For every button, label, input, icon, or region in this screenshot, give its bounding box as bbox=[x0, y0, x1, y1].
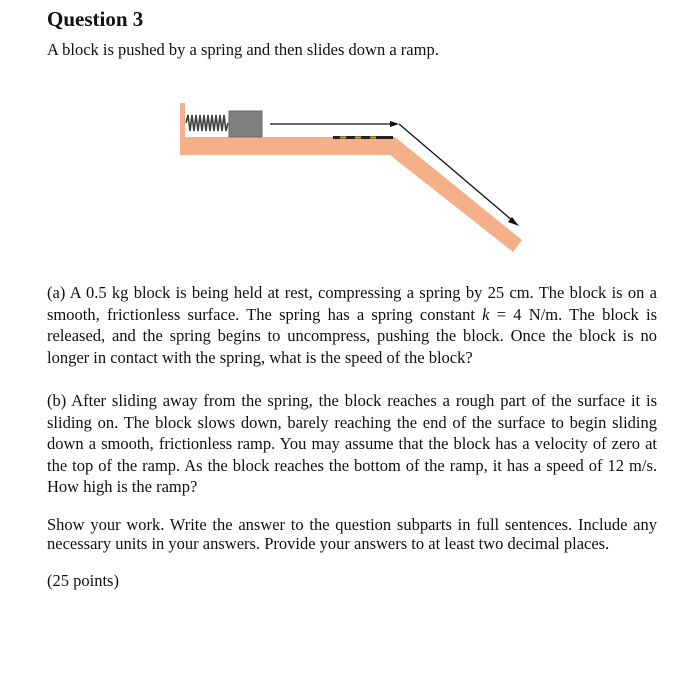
spring-constant-symbol: k bbox=[482, 304, 490, 324]
part-a-text bbox=[47, 282, 657, 368]
velocity-arrow-head bbox=[390, 121, 399, 127]
spring-ramp-diagram bbox=[170, 95, 540, 270]
instructions-text: Show your work. Write the answer to the question subparts in full sentences. Include any necessary units in your answers. Provide your answers to at least two decimal places. bbox=[47, 515, 657, 553]
question-intro: A block is pushed by a spring and then slides down a ramp. bbox=[47, 40, 439, 59]
part-a-text-before-k: (a) A 0.5 kg block is being held at rest, compressing a spring by 25 cm. The block is on a smooth, frictionless surface. The spring has a spring constant bbox=[47, 283, 657, 324]
rough-patch-accent bbox=[370, 137, 376, 139]
points-label: (25 points) bbox=[47, 571, 119, 590]
question-title: Question 3 bbox=[47, 7, 144, 31]
rough-patch-accent bbox=[340, 137, 346, 139]
ramp bbox=[390, 137, 522, 252]
block bbox=[229, 111, 262, 137]
horizontal-surface bbox=[180, 137, 405, 155]
part-b-text: (b) After sliding away from the spring, the block reaches a rough part of the surface it is sliding on. The block slows down, barely reaching the end of the surface to begin sliding down a smooth, frictionless ramp. You may assume that the block has a velocity of zero at the top of the ramp. As the block reaches the bottom of the ramp, it has a speed of 12 m/s. How high is the ramp? bbox=[47, 391, 657, 496]
rough-patch-accent bbox=[355, 137, 361, 139]
part-a-text-after-k: = 4 N/m. The block is released, and the spring begins to uncompress, pushing the block. Once the block is no longer in contact with the spring, what is the speed of the block? bbox=[47, 304, 657, 367]
spring bbox=[186, 115, 228, 131]
